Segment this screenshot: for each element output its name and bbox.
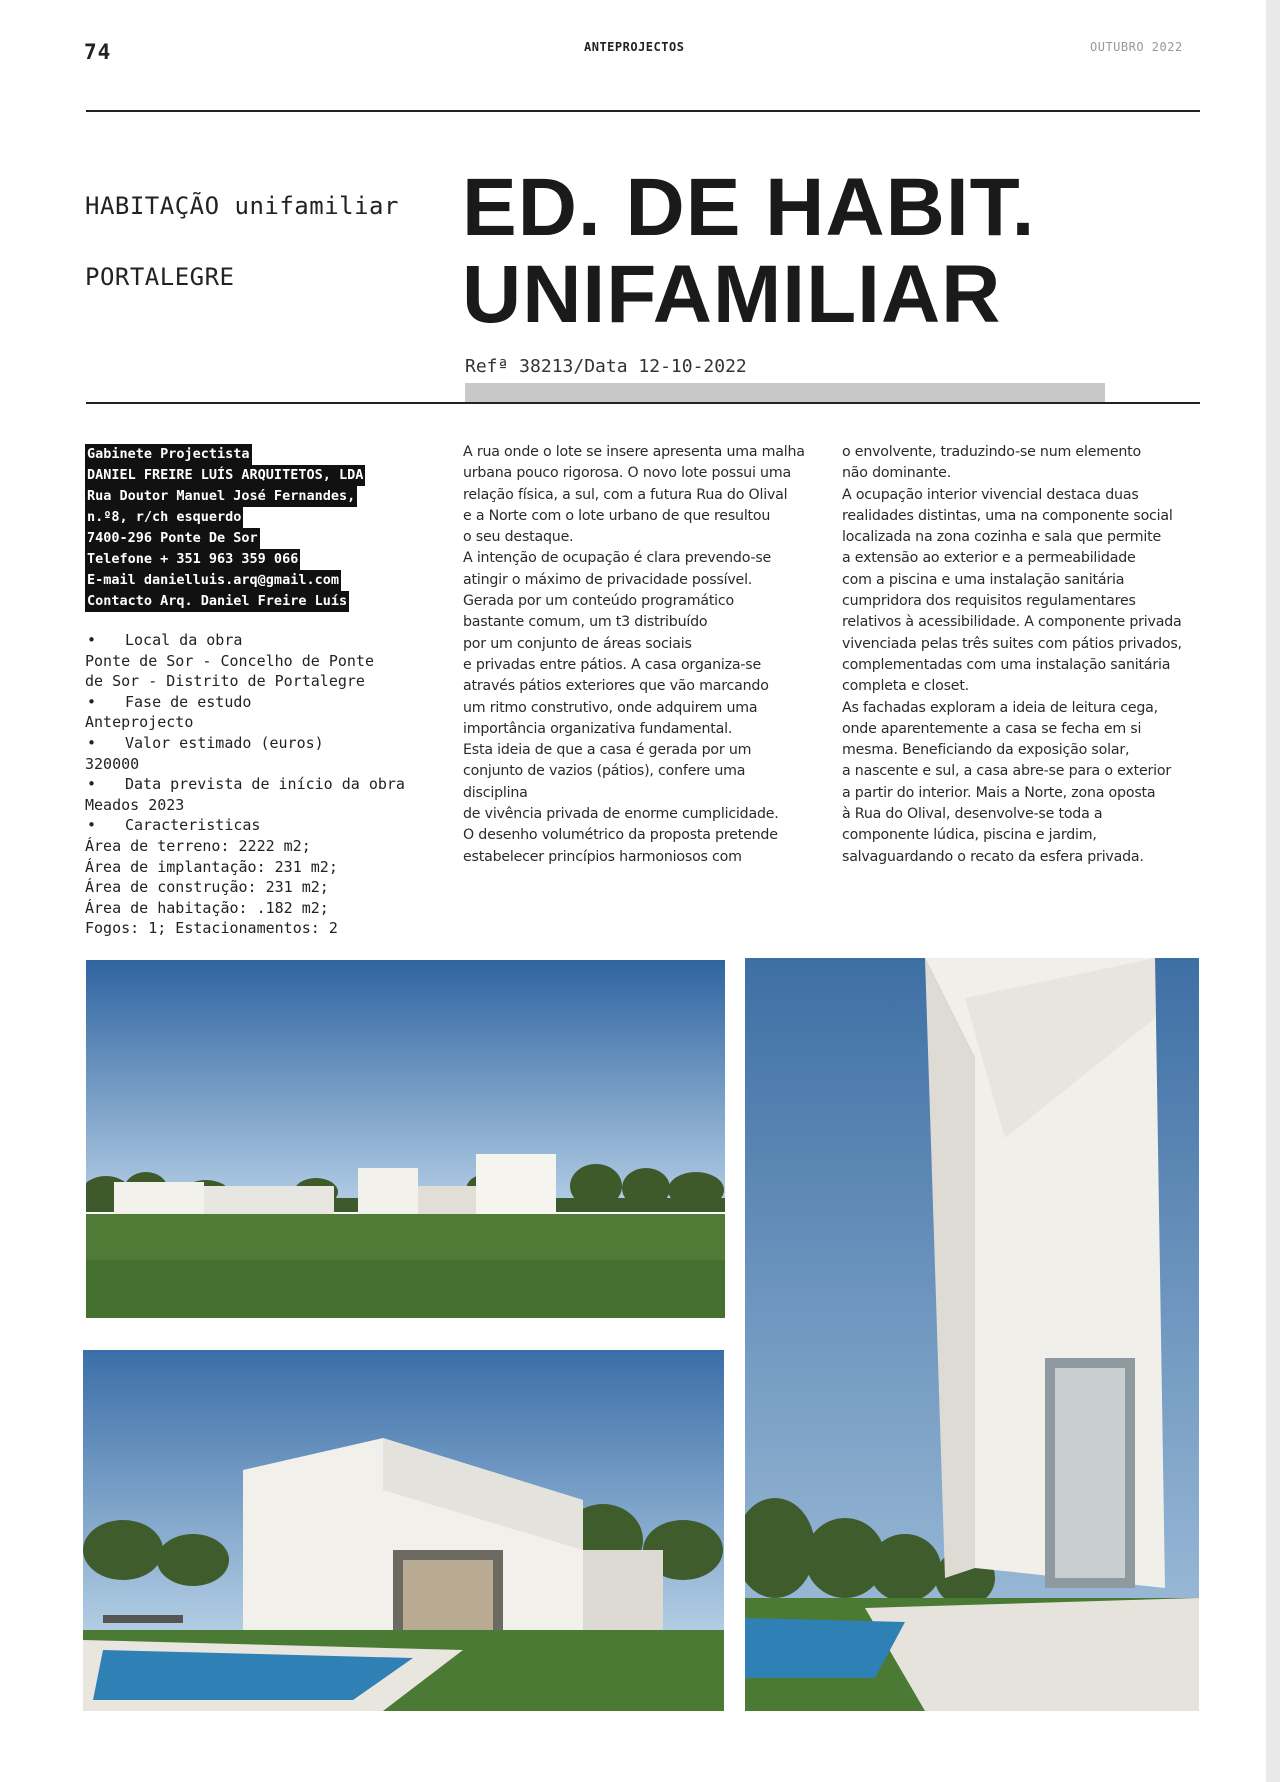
body-text-line: O desenho volumétrico da proposta pretende (463, 827, 778, 844)
title-line-2: UNIFAMILIAR (462, 249, 1002, 340)
reference-bar (465, 383, 1105, 402)
body-text-line: relação física, a sul, com a futura Rua do Olival (463, 486, 788, 503)
spec-value: Área de terreno: 2222 m2; (85, 836, 311, 855)
title-line-1: ED. DE HABIT. (462, 162, 1036, 253)
spec-value: Área de construção: 231 m2; (85, 878, 329, 897)
render-image-landscape (86, 960, 725, 1318)
section-title: ANTEPROJECTOS (584, 40, 685, 54)
spec-heading: • Fase de estudo (85, 692, 445, 713)
contact-line: n.º8, r/ch esquerdo (85, 507, 243, 528)
title-divider (86, 402, 1200, 404)
body-text-line: complementadas com uma instalação sanitária (842, 656, 1171, 673)
body-text-line: onde aparentemente a casa se fecha em si (842, 720, 1142, 737)
page-number: 74 (84, 40, 112, 64)
header-divider (86, 110, 1200, 112)
body-text-line: o seu destaque. (463, 529, 574, 546)
body-text-line: As fachadas exploram a ideia de leitura cega, (842, 699, 1158, 716)
spec-heading: • Valor estimado (euros) (85, 733, 445, 754)
body-text-line: por um conjunto de áreas sociais (463, 635, 692, 652)
contact-line: Rua Doutor Manuel José Fernandes, (85, 486, 357, 507)
body-text-line: a partir do interior. Mais a Norte, zona oposta (842, 784, 1156, 801)
spec-value: Meados 2023 (85, 795, 185, 814)
body-text-line: vivenciada pelas três suites com pátios privados, (842, 635, 1182, 652)
spec-value: 320000 (85, 754, 140, 773)
body-text-line: de vivência privada de enorme cumplicidade. (463, 806, 779, 823)
body-text-line: cumpridora dos requisitos regulamentares (842, 593, 1136, 610)
body-text-line: não dominante. (842, 465, 952, 482)
body-text-line: um ritmo construtivo, onde adquirem uma (463, 699, 758, 716)
contact-line: Contacto Arq. Daniel Freire Luís (85, 591, 349, 612)
body-text-line: a extensão ao exterior e a permeabilidade (842, 550, 1136, 567)
body-text-line: com a piscina e uma instalação sanitária (842, 571, 1125, 588)
body-text-line: componente lúdica, piscina e jardim, (842, 827, 1097, 844)
body-text-line: Gerada por um conteúdo programático (463, 593, 734, 610)
body-column-1 (463, 442, 823, 868)
page-edge (1266, 0, 1280, 1782)
contact-line: DANIEL FREIRE LUÍS ARQUITETOS, LDA (85, 465, 365, 486)
body-text-line: através pátios exteriores que vão marcando (463, 678, 769, 695)
body-text-line: Esta ideia de que a casa é gerada por um (463, 742, 752, 759)
spec-value: Anteprojecto (85, 713, 194, 732)
spec-value: Área de implantação: 231 m2; (85, 857, 338, 876)
spec-heading: • Local da obra (85, 630, 445, 651)
spec-heading: • Data prevista de início da obra (85, 774, 445, 795)
contact-phone[interactable]: Telefone + 351 963 359 066 (85, 549, 300, 570)
spec-heading: • Caracteristicas (85, 815, 445, 836)
contact-line: Gabinete Projectista (85, 444, 252, 465)
body-text-line: e a Norte com o lote urbano de que resultou (463, 507, 771, 524)
body-text-line: A ocupação interior vivencial destaca duas (842, 486, 1139, 503)
body-text-line: relativos à acessibilidade. A componente privada (842, 614, 1182, 631)
body-text-line: e privadas entre pátios. A casa organiza-se (463, 656, 762, 673)
body-text-line: à Rua do Olival, desenvolve-se toda a (842, 806, 1103, 823)
body-text-line: localizada na zona cozinha e sala que permite (842, 529, 1162, 546)
spec-value: de Sor - Distrito de Portalegre (85, 672, 365, 691)
body-text-line: atingir o máximo de privacidade possível. (463, 571, 753, 588)
body-text-line: o envolvente, traduzindo-se num elemento (842, 444, 1142, 460)
body-text-line: urbana pouco rigorosa. O novo lote possui uma (463, 465, 791, 482)
body-text-line: conjunto de vazios (pátios), confere uma (463, 763, 746, 780)
article-title (462, 164, 1035, 338)
issue-date: OUTUBRO 2022 (1090, 40, 1183, 54)
body-text-line: disciplina (463, 784, 528, 801)
body-text-line: importância organizativa fundamental. (463, 720, 733, 737)
render-image-pool (83, 1350, 724, 1711)
body-column-2 (842, 442, 1204, 868)
contact-block (85, 444, 435, 612)
body-text-line: A rua onde o lote se insere apresenta uma malha (463, 444, 805, 460)
body-text-line: A intenção de ocupação é clara prevendo-se (463, 550, 772, 567)
body-text-line: salvaguardando o recato da esfera privada. (842, 848, 1144, 865)
spec-value: Ponte de Sor - Concelho de Ponte (85, 651, 374, 670)
article-reference: Refª 38213/Data 12-10-2022 (465, 356, 747, 377)
contact-line: 7400-296 Ponte De Sor (85, 528, 260, 549)
render-image-facade (745, 958, 1199, 1711)
spec-value: Fogos: 1; Estacionamentos: 2 (85, 919, 338, 938)
spec-value: Área de habitação: .182 m2; (85, 898, 329, 917)
project-specs (85, 630, 445, 939)
body-text-line: a nascente e sul, a casa abre-se para o exterior (842, 763, 1171, 780)
body-text-line: estabelecer princípios harmoniosos com (463, 848, 742, 865)
body-text-line: completa e closet. (842, 678, 969, 695)
article-category: HABITAÇÃO unifamiliar (85, 192, 399, 220)
body-text-line: realidades distintas, uma na componente social (842, 507, 1173, 524)
body-text-line: mesma. Beneficiando da exposição solar, (842, 742, 1130, 759)
contact-email[interactable]: E-mail danielluis.arq@gmail.com (85, 570, 341, 591)
body-text-line: bastante comum, um t3 distribuído (463, 614, 708, 631)
article-location: PORTALEGRE (85, 263, 235, 291)
